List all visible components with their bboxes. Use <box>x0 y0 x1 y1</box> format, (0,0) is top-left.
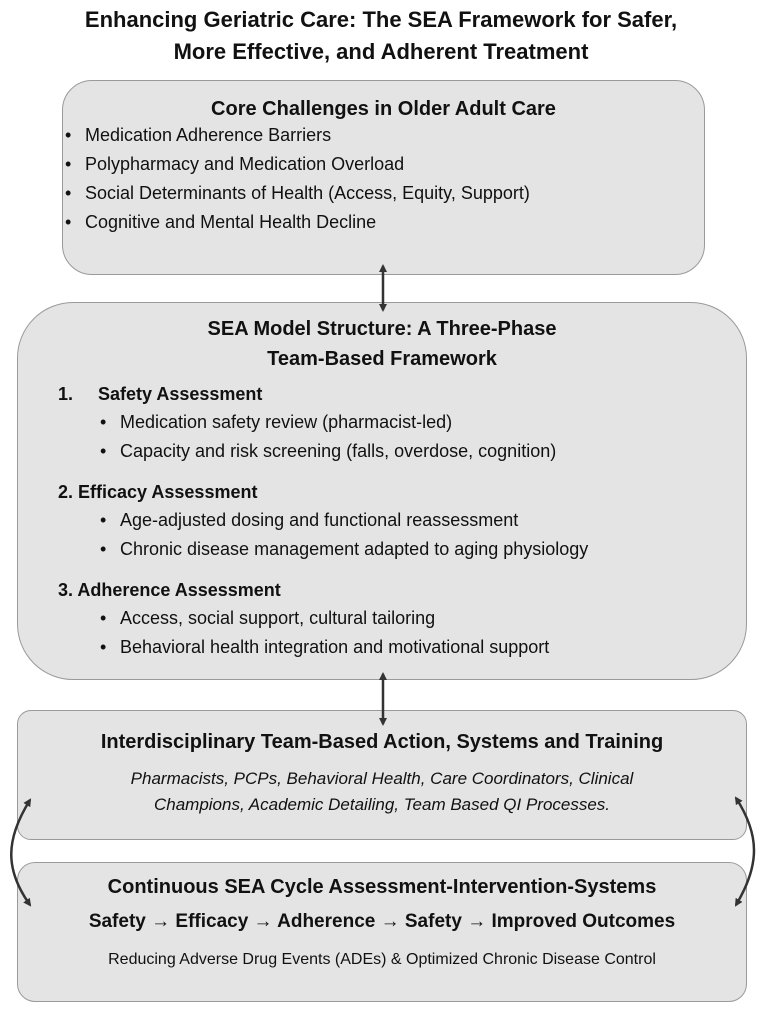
phase-title: Safety Assessment <box>98 384 263 404</box>
phase-safety <box>58 380 746 466</box>
title-line-2: More Effective, and Adherent Treatment <box>173 39 589 64</box>
phase-number: 2. <box>58 482 74 502</box>
list-item: • Chronic disease management adapted to aging physiology <box>98 535 746 564</box>
sea-heading-line-2: Team-Based Framework <box>267 348 497 370</box>
sea-model-heading <box>18 314 746 374</box>
team-desc-line-1: Pharmacists, PCPs, Behavioral Health, Care Coordinators, Clinical <box>130 769 634 788</box>
team-action-heading: Interdisciplinary Team-Based Action, Systems and Training <box>100 731 664 753</box>
list-item: • Cognitive and Mental Health Decline <box>63 208 704 237</box>
title-line-1: Enhancing Geriatric Care: The SEA Framework for Safer, <box>84 7 678 32</box>
core-challenges-box <box>62 80 705 275</box>
team-action-box <box>17 710 747 840</box>
phase-number: 1. <box>58 384 74 404</box>
list-item: • Medication Adherence Barriers <box>63 121 704 150</box>
core-challenges-heading: Core Challenges in Older Adult Care <box>211 98 556 120</box>
core-challenges-list <box>63 121 704 237</box>
diagram-title <box>0 4 762 68</box>
list-item: • Behavioral health integration and motivational support <box>98 633 746 662</box>
list-item: • Social Determinants of Health (Access, Equity, Support) <box>63 179 704 208</box>
list-item: • Access, social support, cultural tailoring <box>98 604 746 633</box>
phase-number: 3. <box>58 580 74 600</box>
phase-title: Efficacy Assessment <box>78 482 258 502</box>
team-members-text <box>18 766 746 818</box>
phase-title: Adherence Assessment <box>77 580 281 600</box>
sea-cycle-box <box>17 862 747 1002</box>
phase-efficacy <box>58 478 746 564</box>
phase-adherence <box>58 576 746 662</box>
sea-heading-line-1: SEA Model Structure: A Three-Phase <box>207 318 557 340</box>
sea-cycle-heading: Continuous SEA Cycle Assessment-Intervention-Systems <box>107 876 657 898</box>
list-item: • Age-adjusted dosing and functional reassessment <box>98 506 746 535</box>
list-item: • Polypharmacy and Medication Overload <box>63 150 704 179</box>
sea-model-box <box>17 302 747 680</box>
team-desc-line-2: Champions, Academic Detailing, Team Based QI Processes. <box>153 795 611 814</box>
sea-cycle-flow: Safety → Efficacy → Adherence → Safety → Improved Outcomes <box>88 911 676 932</box>
list-item: • Capacity and risk screening (falls, overdose, cognition) <box>98 437 746 466</box>
list-item: • Medication safety review (pharmacist-led) <box>98 408 746 437</box>
sea-cycle-note: Reducing Adverse Drug Events (ADEs) & Optimized Chronic Disease Control <box>108 951 656 968</box>
